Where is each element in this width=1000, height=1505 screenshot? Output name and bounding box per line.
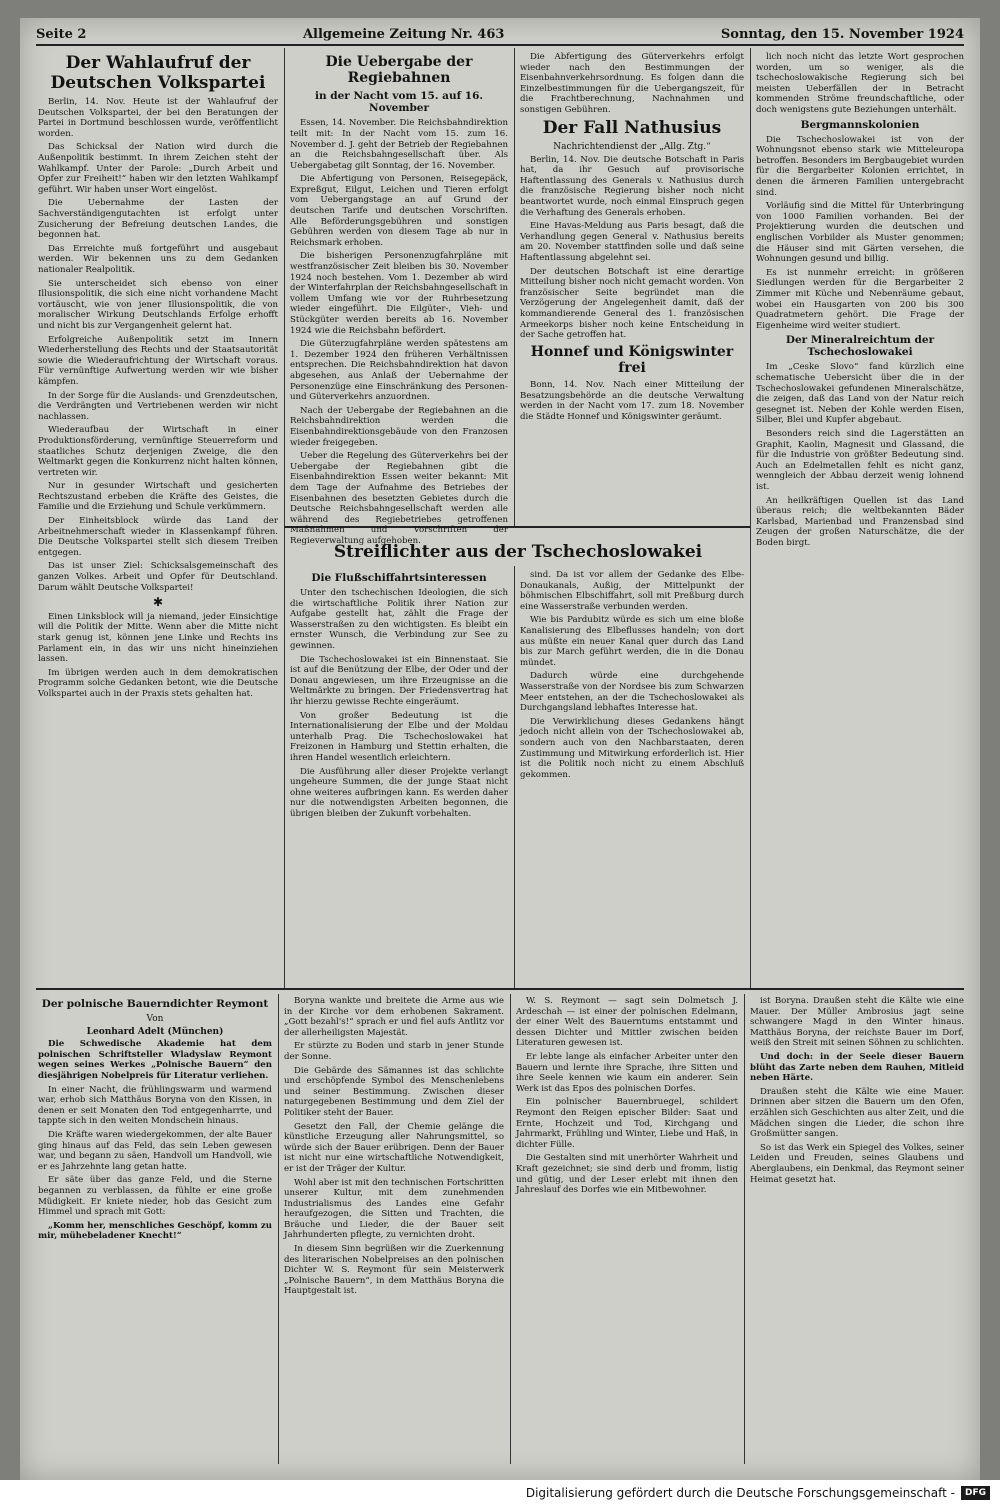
paragraph: Vorläufig sind die Mittel für Unterbringung von 1000 Familien vorhanden. Bei der Projektierung wurden die deutschen und englischen Vorbilder als Muster genommen; die Häuser sind mit Gärten versehen, die Wohnungen gesund und billig. bbox=[756, 201, 964, 265]
paragraph: Ueber die Regelung des Güterverkehrs bei der Uebergabe der Regiebahnen gibt die Eisenbahndirektion Essen weiter bekannt: Mit dem Tage der Aufnahme des Betriebes der Eisenbahnen des besetzten Gebietes durch die Deutsche Reichsbahngesellschaft werden alle während des Regiebetriebes getroffenen Maßnahmen und Vorschriften der Regieverwaltung aufgehoben. bbox=[290, 451, 508, 546]
author-name: Leonhard Adelt (München) bbox=[86, 1026, 224, 1037]
paragraph: Sie unterscheidet sich ebenso von einer Illusionspolitik, die sich eine nicht vorhandene Macht vortäuscht, wie von jener Illusionspolitik, die von moralischer Wirkung Deutschlands Erfolge erhofft und nicht bis zur Vergangenheit gelernt hat. bbox=[38, 278, 278, 331]
paragraph: ist Boryna. Draußen steht die Kälte wie eine Mauer. Der Müller Ambrosius jagt seine schwangere Magd in den Winter hinaus. Matthäus Boryna, der reichste Bauer im Dorf, weiß den Streit mit seinen Söhnen zu schlichten. bbox=[750, 996, 964, 1049]
paragraph: lich noch nicht das letzte Wort gesprochen worden, um so weniger, als die tschechoslowakische Regierung sich bei meisten Ueberfällen der in Betracht kommenden Ströme freundschaftliche, oder doch wenigstens gute Beziehungen unterhält. bbox=[756, 52, 964, 115]
article-reymont bbox=[38, 996, 272, 1464]
paragraph: „Komm her, menschliches Geschöpf, komm zu mir, mühebeladener Knecht!“ bbox=[38, 1220, 272, 1242]
paragraph: Nur in gesunder Wirtschaft und gesicherten Rechtszustand erbeben die Kräfte des Geistes, die Familie und die Erziehung und Schule verkümmern. bbox=[38, 481, 278, 513]
digitization-footer bbox=[0, 1480, 1000, 1505]
paragraph: Boryna wankte und breitete die Arme aus wie in der Kirche vor dem erhobenen Sakrament. „Gott bezahl's!“ sprach er und fiel aufs Antlitz vor der allerheiligsten Majestät. bbox=[284, 996, 504, 1038]
paragraph: In diesem Sinn begrüßen wir die Zuerkennung des literarischen Nobelpreises an den polnischen Dichter W. S. Reymont für sein Meisterwerk „Polnische Bauern“, in dem Matthäus Boryna die Hauptgestalt ist. bbox=[284, 1244, 504, 1297]
paragraph: In der Sorge für die Auslands- und Grenzdeutschen, die Verdrängten und Vertriebenen werden wir nicht nachlassen. bbox=[38, 390, 278, 422]
paragraph: Nach der Uebergabe der Regiebahnen an die Reichsbahndirektion werden die Eisenbahndirektionsgebäude von den Franzosen wieder freigegeben. bbox=[290, 405, 508, 448]
article-headline: Der Wahlaufruf der Deutschen Volkspartei bbox=[50, 53, 266, 93]
paragraph: Der deutschen Botschaft ist eine derartige Mitteilung bisher noch nicht gemacht worden. Von französischer Seite begründet man die Verzögerung der Angelegenheit damit, daß der kommandierende General des 1. französischen Armeekorps bisher noch keine Entscheidung in der Sache getroffen hat. bbox=[520, 266, 744, 341]
paragraph: Er lebte lange als einfacher Arbeiter unter den Bauern und lernte ihre Sprache, ihre Sitten und ihre Seele kennen wie kaum ein anderer. Sein Werk ist das Epos des polnischen Dorfes. bbox=[516, 1051, 738, 1094]
separator-star: ✱ bbox=[152, 595, 164, 610]
article-headline: Die Flußschiffahrtsinteressen bbox=[311, 572, 487, 584]
article-regiebahnen bbox=[290, 52, 508, 546]
paragraph: Die Tschechoslowakei ist ein Binnenstaat. Sie ist auf die Benützung der Elbe, der Oder und der Donau angewiesen, um ihre Erzeugnisse an die Weltmärkte zu bringen. Der Friedensvertrag hat ihr hierzu gewisse Rechte eingeräumt. bbox=[290, 654, 508, 707]
paragraph: Eine Havas-Meldung aus Paris besagt, daß die Verhandlung gegen General v. Nathusius bereits am 20. November stattfinden solle und daß seine Haftentlassung abgelehnt sei. bbox=[520, 221, 744, 264]
paragraph: An heilkräftigen Quellen ist das Land überaus reich; die weltbekannten Bäder Karlsbad, Marienbad und Franzensbad sind Zeugen der großen Naturschätze, die der Boden birgt. bbox=[756, 495, 964, 548]
article-nathusius bbox=[520, 52, 744, 522]
paragraph: sind. Da ist vor allem der Gedanke des Elbe-Donaukanals, Außig, der Mittelpunkt der böhmischen Elbschiffahrt, soll mit Preßburg durch eine Wasserstraße verbunden werden. bbox=[520, 570, 744, 612]
column-rule bbox=[744, 994, 745, 1464]
paragraph: Einen Linksblock will ja niemand, jeder Einsichtige will die Politik der Mitte. Wenn aber die Mitte nicht stark genug ist, können jene Linke und Rechts ins Parlament ein, in das wir uns nicht hineinziehen lassen. bbox=[38, 611, 278, 665]
paragraph: W. S. Reymont — sagt sein Dolmetsch J. Ardeschah — ist einer der polnischen Edelmann, der einer Welt des Bauerntums entstammt und dessen Dichter und Mittler zwischen beiden Literaturen gewesen ist. bbox=[516, 996, 738, 1049]
section-divider bbox=[36, 988, 964, 990]
paragraph: Die Gebärde des Sämannes ist das schlichte und erschöpfende Symbol des Menschenlebens und seiner Bestimmung. Zwischen dieser naturgegebenen Bestimmung und dem Ziel der Politiker steht der Bauer. bbox=[284, 1065, 504, 1118]
column-rule bbox=[278, 994, 279, 1464]
paragraph: Und doch: in der Seele dieser Bauern blüht das Zarte neben dem Rauhen, Mitleid neben Härte. bbox=[750, 1051, 964, 1084]
paragraph: Im „Ceske Slovo“ fand kürzlich eine schematische Uebersicht über die in der Tschechoslowakei gefundenen Mineralschätze, die zeigen, daß das Land von der Natur reich gesegnet ist. Neben der Kohle werden Eisen, Silber, Blei und Kupfer abgebaut. bbox=[756, 362, 964, 426]
dfg-logo: DFG bbox=[961, 1486, 990, 1500]
paragraph: Draußen steht die Kälte wie eine Mauer. Drinnen aber sitzen die Bauern um den Ofen, erzählen sich Geschichten aus alter Zeit, und die Mädchen singen die Lieder, die schon ihre Großmütter sangen. bbox=[750, 1086, 964, 1140]
article-headline: Der Mineralreichtum der Tschechoslowakei bbox=[785, 334, 935, 359]
column-rule bbox=[514, 48, 515, 526]
page-number: Seite 2 bbox=[36, 26, 87, 42]
footer-text: Digitalisierung gefördert durch die Deutsche Forschungsgemeinschaft - bbox=[525, 1485, 955, 1500]
paragraph: Besonders reich sind die Lagerstätten an Graphit, Kaolin, Magnesit und Glassand, die für die Industrie von größter Bedeutung sind. Auch an Edelmetallen fehlt es nicht ganz, wenngleich der Abbau derzeit wenig lohnend ist. bbox=[756, 429, 964, 492]
paragraph: Von großer Bedeutung ist die Internationalisierung der Elbe und der Moldau unterhalb Prag. Die Tschechoslowakei hat Freizonen in Hamburg und Stettin erhalten, die ihren Handel wesentlich erleichtern. bbox=[290, 710, 508, 763]
column-rule bbox=[284, 526, 285, 988]
paragraph: In einer Nacht, die frühlingswarm und warmend war, erhob sich Matthäus Boryna von den Kissen, in denen er seit Monaten den Tod entgegenharrte, und tappte sich in den weiten Mondschein hinaus. bbox=[38, 1084, 272, 1127]
column-rule bbox=[514, 566, 515, 988]
issue-date: Sonntag, den 15. November 1924 bbox=[720, 26, 964, 42]
paragraph: Wiederaufbau der Wirtschaft in einer Produktionsförderung, vernünftige Steuerreform und staatliches Schutz derjenigen Zweige, die den Weltmarkt gegen die Konkurrenz nicht halten können, vertreten wir. bbox=[38, 425, 278, 478]
paragraph: Die Abfertigung von Personen, Reisegepäck, Expreßgut, Eilgut, Leichen und Tieren erfolgt vom Uebergangstage an auf Grund der deutschen Tarife und deutschen Vorschriften. Alle Beförderungsgebühren und sonstigen Gebühren werden von diesem Tage ab nur in Reichsmark erhoben. bbox=[290, 174, 508, 248]
paragraph: Die Güterzugfahrpläne werden spätestens am 1. Dezember 1924 den früheren Verhältnissen entsprechen. Die Reichsbahndirektion hat davon abgesehen, aus Anlaß der Uebernahme der Personenzüge eine Einschränkung des Personen- und Güterverkehrs anzuordnen. bbox=[290, 339, 508, 403]
paragraph: Der Einheitsblock würde das Land der Arbeitnehmerschaft wieder in Klassenkampf führen. Die Deutsche Volkspartei stellt sich diesem Treiben entgegen. bbox=[38, 516, 278, 558]
paragraph: Die Ausführung aller dieser Projekte verlangt ungeheure Summen, die der junge Staat nicht ohne weiteres aufbringen kann. Es werden daher nur die notwendigsten Arbeiten begonnen, die übrigen bleiben der Zukunft vorbehalten. bbox=[290, 766, 508, 819]
paragraph: Die Uebernahme der Lasten der Sachverständigengutachten ist erfolgt unter Zusicherung der Befreiung deutschen Landes, die begonnen hat. bbox=[38, 198, 278, 241]
article-dateline: Nachrichtendienst der „Allg. Ztg.“ bbox=[553, 142, 711, 153]
paragraph: Berlin, 14. Nov. Die deutsche Botschaft in Paris hat, da ihr Gesuch auf provisorische Haftentlassung des Generals v. Nathusius durch die französische Regierung bisher noch nicht beantwortet wurde, noch einmal Einspruch gegen die Verhaftung des Generals erhoben. bbox=[520, 154, 744, 218]
section-banner: Streiflichter aus der Tschechoslowakei bbox=[333, 542, 703, 562]
paragraph: Er säte über das ganze Feld, und die Sterne begannen zu verblassen, da fühlte er eine große Müdigkeit. Er kniete nieder, hob das Gesicht zum Himmel und sprach mit Gott: bbox=[38, 1175, 272, 1218]
column-rule bbox=[510, 994, 511, 1464]
paragraph: Er stürzte zu Boden und starb in jener Stunde der Sonne. bbox=[284, 1041, 504, 1062]
byline-prefix: Von bbox=[146, 1014, 164, 1025]
article-reymont-cont bbox=[516, 996, 738, 1464]
paragraph: Im übrigen werden auch in dem demokratischen Programm solche Gedanken betont, wie die Deutsche Volkspartei auch in der Praxis stets gehalten hat. bbox=[38, 667, 278, 699]
paragraph: Wie bis Pardubitz würde es sich um eine bloße Kanalisierung des Elbeflusses handeln; von dort aus müßte ein neuer Kanal quer durch das Land bis zur March geführt werden, die in die Donau mündet. bbox=[520, 615, 744, 668]
article-headline: Honnef und Königswinter frei bbox=[530, 343, 734, 376]
newspaper-page bbox=[20, 18, 980, 1480]
paragraph: Gesetzt den Fall, der Chemie gelänge die künstliche Erzeugung aller Nahrungsmittel, so würde sich der Bauer erübrigen. Denn der Bauer ist nicht nur eine wirtschaftliche Notwendigkeit, er ist der Träger der Kultur. bbox=[284, 1121, 504, 1174]
paragraph: Die Tschechoslowakei ist von der Wohnungsnot ebenso stark wie Mitteleuropa betroffen. Besonders im Bergbaugebiet wurden für die Bergarbeiter Kolonien errichtet, in denen die ärmeren Familien untergebracht sind. bbox=[756, 134, 964, 198]
paragraph: Bonn, 14. Nov. Nach einer Mitteilung der Besatzungsbehörde an die deutsche Verwaltung werden in der Nacht vom 17. zum 18. November die Städte Honnef und Königswinter geräumt. bbox=[520, 379, 744, 422]
article-wahlaufruf bbox=[38, 52, 278, 982]
column-rule bbox=[284, 48, 285, 526]
paragraph: Die bisherigen Personenzugfahrpläne mit westfranzösischer Zeit bleiben bis 30. November 1924 noch bestehen. Vom 1. Dezember ab wird der Winterfahrplan der Reichsbahngesellschaft in vollem Umfang wie vor der Ruhrbesetzung wieder eingeführt. Die Eilgüter-, Vieh- und Stückgüter werden bereits ab 16. November 1924 wie die Reichsbahn befördert. bbox=[290, 251, 508, 336]
paragraph: Erfolgreiche Außenpolitik setzt im Innern Wiederherstellung des Rechts und der Staatsautorität sowie die Wiederaufrichtung der Wirtschaft voraus. Für vernünftige Aufwertung werden wir wie bisher kämpfen. bbox=[38, 334, 278, 387]
newspaper-title: Allgemeine Zeitung Nr. 463 bbox=[302, 26, 505, 42]
column-rule bbox=[750, 48, 751, 988]
paragraph: Das Erreichte muß fortgeführt und ausgebaut werden. Wir bekennen uns zu dem Gedanken nationaler Realpolitik. bbox=[38, 243, 278, 275]
paragraph: Das ist unser Ziel: Schicksalsgemeinschaft des ganzen Volkes. Arbeit und Opfer für Deutschland. Darum wählt Deutsche Volkspartei! bbox=[38, 561, 278, 593]
paragraph: So ist das Werk ein Spiegel des Volkes, seiner Leiden und Freuden, seines Glaubens und Aberglaubens, ein Denkmal, das Reymont seiner Heimat gesetzt hat. bbox=[750, 1142, 964, 1185]
article-bergmannskolonien bbox=[756, 52, 964, 982]
paragraph: Es ist nunmehr erreicht: in größeren Siedlungen werden für die Bergarbeiter 2 Zimmer mit Küche und Nebenräume gebaut, wobei ein Hausgarten von 200 bis 300 Quadratmetern gehört. Die Frage der Eigenheime wird weiter studiert. bbox=[756, 267, 964, 331]
paragraph: Unter den tschechischen Ideologien, die sich die wirtschaftliche Politik ihrer Nation zur Aufgabe gestellt hat, zählt die Frage der Wasserstraßen zu den wichtigsten. Es bleibt ein ernster Wunsch, die Verbindung zur See zu gewinnen. bbox=[290, 588, 508, 652]
paragraph: Die Gestalten sind mit unerhörter Wahrheit und Kraft gezeichnet; sie sind derb und fromm, listig und gütig, und der Leser erlebt mit ihnen den Jahreslauf des Dorfes wie ein Mitbewohner. bbox=[516, 1153, 738, 1196]
paragraph: Die Kräfte waren wiedergekommen, der alte Bauer ging hinaus auf das Feld, das sein Leben gewesen war, und begann zu säen, Handvoll um Handvoll, wie er es Jahrzehnte lang getan hatte. bbox=[38, 1130, 272, 1172]
article-headline: Der Fall Nathusius bbox=[542, 117, 722, 138]
paragraph: Essen, 14. November. Die Reichsbahndirektion teilt mit: In der Nacht vom 15. zum 16. November d. J. geht der Betrieb der Regiebahnen an die Reichsbahngesellschaft über. Als Uebergabetag gilt Sonntag, der 16. November. bbox=[290, 118, 508, 171]
paragraph: Die Verwirklichung dieses Gedankens hängt jedoch nicht allein von der Tschechoslowakei ab, sondern auch von den Nachbarstaaten, deren Zustimmung und Mitwirkung erforderlich ist. Hier ist die Politik noch nicht zu einem Abschluß gekommen. bbox=[520, 716, 744, 780]
paragraph: Das Schicksal der Nation wird durch die Außenpolitik bestimmt. In ihrem Zeichen steht der Wahlkampf. Unter der Parole: „Durch Arbeit und Opfer zur Freiheit!“ haben wir den letzten Wahlkampf geführt. Wir haben unser Wort eingelöst. bbox=[38, 142, 278, 195]
article-headline: Bergmannskolonien bbox=[800, 118, 920, 131]
article-subhead: in der Nacht vom 15. auf 16. November bbox=[314, 90, 484, 115]
paragraph: Ein polnischer Bauernbruegel, schildert Reymont den Reigen epischer Bilder: Saat und Ernte, Hochzeit und Tod, Kirchgang und Jahrmarkt, Frühling und Winter, Liebe und Haß, in dichter Fülle. bbox=[516, 1097, 738, 1150]
article-headline: Die Uebergabe der Regiebahnen bbox=[325, 54, 473, 87]
paragraph: Dadurch würde eine durchgehende Wasserstraße von der Nordsee bis zum Schwarzen Meer entstehen, an der die Tschechoslowakei als Durchgangsland lebhaftes Interesse hat. bbox=[520, 671, 744, 714]
paragraph: Berlin, 14. Nov. Heute ist der Wahlaufruf der Deutschen Volkspartei, der bei den Beratungen der Partei in Dortmund beschlossen wurde, veröffentlicht worden. bbox=[38, 97, 278, 139]
paragraph: Die Abfertigung des Güterverkehrs erfolgt wieder nach den Bestimmungen der Eisenbahnverkehrsordnung. Es folgen dann die Einzelbestimmungen für die Uebergangszeit, für die Frachtberechnung, Nachnahmen und sonstigen Gebühren. bbox=[520, 52, 744, 115]
article-flussschiffahrt-cont bbox=[520, 570, 744, 982]
paragraph: Wohl aber ist mit den technischen Fortschritten unserer Kultur, mit dem zunehmenden Industrialismus des Landes eine Gefahr heraufgezogen, die Sitten und Trachten, die Bräuche und Lieder, die der Bauer seit Jahrhunderten pflegte, zu vernichten droht. bbox=[284, 1177, 504, 1241]
article-flussschiffahrt bbox=[290, 570, 508, 982]
article-headline: Der polnische Bauerndichter Reymont bbox=[41, 998, 269, 1010]
article-reymont-cont bbox=[750, 996, 964, 1464]
article-lead: Die Schwedische Akademie hat dem polnischen Schriftsteller Wladyslaw Reymont wegen seines Werkes „Polnische Bauern“ den diesjährigen Nobelpreis für Literatur verliehen. bbox=[38, 1039, 272, 1082]
page-header bbox=[36, 24, 964, 46]
article-reymont-cont bbox=[284, 996, 504, 1464]
